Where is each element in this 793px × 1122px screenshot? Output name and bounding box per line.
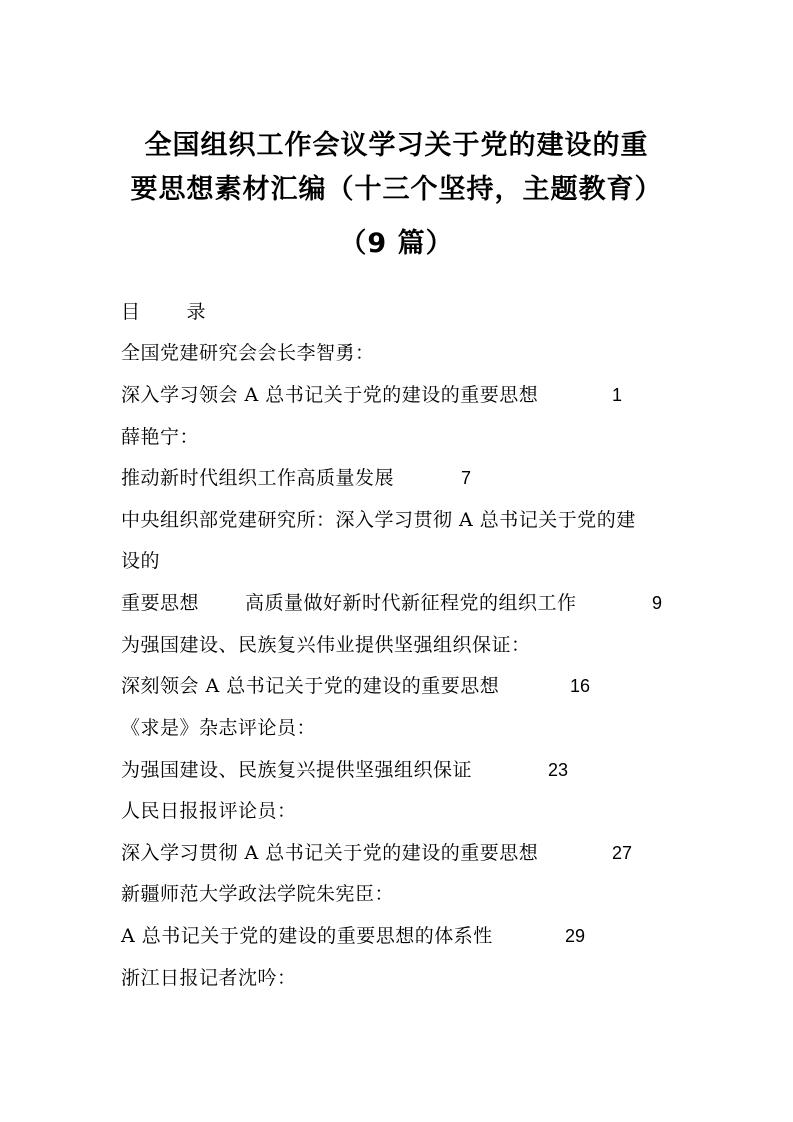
toc-page-number: 9 [652, 593, 663, 613]
toc-entry-author: 为强国建设、民族复兴伟业提供坚强组织保证： [121, 634, 531, 656]
toc-entry-title: 深入学习贯彻 A 总书记关于党的建设的重要思想 [121, 842, 539, 864]
toc-entry-author: 人民日报报评论员： [121, 800, 297, 822]
toc-entry-author: 《求是》杂志评论员： [121, 717, 317, 739]
toc-entry-title-part-1: 重要思想 [121, 592, 200, 614]
toc-entry-title: 深入学习领会 A 总书记关于党的建设的重要思想 [121, 384, 539, 406]
toc-page-number: 1 [612, 385, 623, 405]
toc-entry-title: 推动新时代组织工作高质量发展 [121, 467, 395, 489]
document-title-line-2: 要思想素材汇编（十三个坚持，主题教育） [130, 174, 663, 205]
toc-heading-char-1: 目 [121, 301, 141, 323]
document-title-line-3: （9 篇） [339, 228, 454, 259]
toc-page-number: 16 [570, 676, 591, 696]
toc-entry-author: 薛艳宁： [121, 426, 200, 448]
toc-entry-title: 设的 [121, 550, 161, 572]
toc-entry-title: 为强国建设、民族复兴提供坚强组织保证 [121, 759, 473, 781]
toc-page-number: 27 [612, 843, 633, 863]
document-title-line-1: 全国组织工作会议学习关于党的建设的重 [144, 130, 649, 161]
toc-entry-title: A 总书记关于党的建设的重要思想的体系性 [121, 925, 493, 947]
toc-heading [121, 300, 206, 324]
toc-page-number: 29 [565, 926, 586, 946]
toc-entry-author: 新疆师范大学政法学院朱宪臣： [121, 883, 395, 905]
toc-entry-title [121, 591, 577, 615]
toc-page-number: 7 [461, 468, 472, 488]
toc-entry-title: 深刻领会 A 总书记关于党的建设的重要思想 [121, 675, 500, 697]
toc-entry-author: 全国党建研究会会长李智勇： [121, 342, 375, 364]
toc-entry-author: 浙江日报记者沈吟： [121, 967, 297, 989]
toc-page-number: 23 [548, 760, 569, 780]
toc-entry-title-part-2: 高质量做好新时代新征程党的组织工作 [245, 592, 577, 614]
toc-heading-char-2: 录 [186, 301, 207, 323]
toc-entry-author: 中央组织部党建研究所：深入学习贯彻 A 总书记关于党的建 [121, 509, 636, 531]
